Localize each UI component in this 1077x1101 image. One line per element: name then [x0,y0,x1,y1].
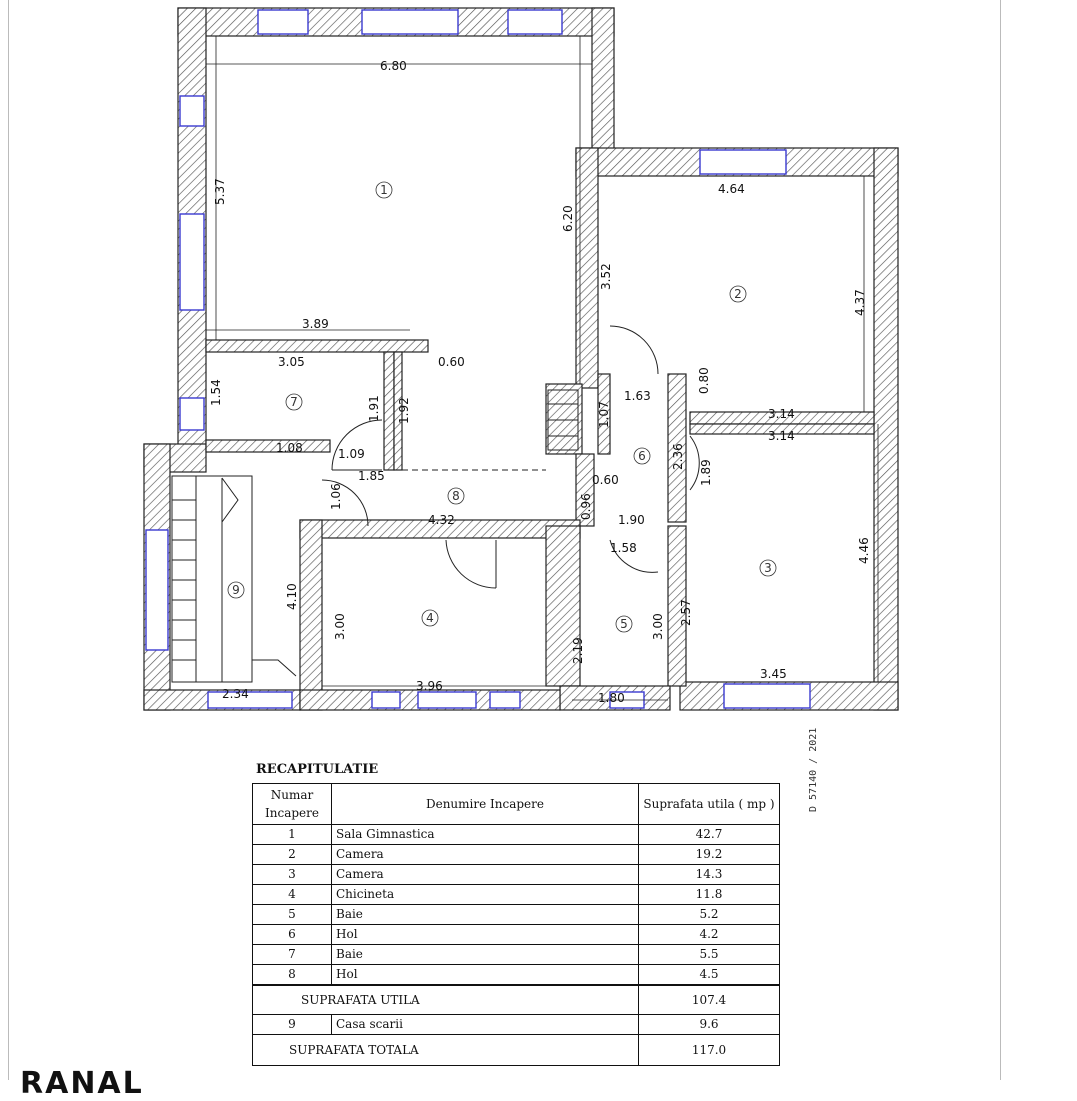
cell-area: 4.2 [639,925,780,945]
header-num: Numar Incapere [253,784,332,825]
windows [146,10,810,708]
dim-label: 3.14 [768,429,795,443]
cell-num: 4 [253,885,332,905]
dim-label: 1.91 [367,395,381,422]
cell-name: Camera [332,865,639,885]
dim-label: 3.45 [760,667,787,681]
cell-num: 9 [253,1015,332,1035]
dim-label: 1.58 [610,541,637,555]
dim-label: 1.89 [699,459,713,486]
cell-num: 7 [253,945,332,965]
walls [144,8,898,710]
cell-area: 5.5 [639,945,780,965]
dim-label: 3.14 [768,407,795,421]
cell-name: Baie [332,945,639,965]
room-number: 1 [380,183,388,197]
cell-name: Baie [332,905,639,925]
useful-area-label: SUPRAFATA UTILA [253,985,639,1015]
dim-label: 6.20 [561,205,575,232]
room-number: 3 [764,561,772,575]
useful-area-row [253,985,780,1015]
cell-num: 5 [253,905,332,925]
table-header-row [253,784,780,825]
table-row [253,865,780,885]
room-number: 7 [290,395,298,409]
cell-name: Hol [332,965,639,986]
recap-title: RECAPITULATIE [256,762,379,777]
dim-label: 0.60 [592,473,619,487]
recap-table [252,783,780,1066]
dim-label: 4.64 [718,182,745,196]
dim-label: 0.60 [438,355,465,369]
table-row [253,905,780,925]
total-area-value: 117.0 [639,1035,780,1066]
cell-area: 9.6 [639,1015,780,1035]
table-row [253,965,780,986]
cell-num: 6 [253,925,332,945]
dim-label: 6.80 [380,59,407,73]
cell-num: 8 [253,965,332,986]
room-number: 8 [452,489,460,503]
cell-num: 2 [253,845,332,865]
useful-area-value: 107.4 [639,985,780,1015]
cell-name: Hol [332,925,639,945]
header-name: Denumire Incapere [332,784,639,825]
cell-name: Chicineta [332,885,639,905]
dim-label: 1.09 [338,447,365,461]
total-area-label: SUPRAFATA TOTALA [253,1035,639,1066]
header-area: Suprafata utila ( mp ) [639,784,780,825]
cell-area: 11.8 [639,885,780,905]
table-row [253,1015,780,1035]
room-number: 9 [232,583,240,597]
cell-name: Camera [332,845,639,865]
dim-label: 1.63 [624,389,651,403]
dim-label: 3.96 [416,679,443,693]
dim-label: 4.46 [857,537,871,564]
dim-label: 2.19 [571,637,585,664]
dim-label: 0.96 [579,493,593,520]
dim-label: 1.08 [276,441,303,455]
table-row [253,845,780,865]
dim-label: 2.34 [222,687,249,701]
cell-name: Sala Gimnastica [332,825,639,845]
table-row [253,945,780,965]
room-number: 5 [620,617,628,631]
cell-name: Casa scarii [332,1015,639,1035]
dim-label: 4.10 [285,583,299,610]
dim-label: 3.00 [651,613,665,640]
dim-label: 1.92 [397,397,411,424]
room-number: 6 [638,449,646,463]
drawing-stamp: D 57140 / 2021 [808,727,819,812]
dim-label: 1.90 [618,513,645,527]
dim-label: 2.36 [671,443,685,470]
table-row [253,925,780,945]
cell-num: 3 [253,865,332,885]
cell-area: 14.3 [639,865,780,885]
brand-logo-text: RANAL [20,1066,144,1101]
cell-area: 4.5 [639,965,780,986]
table-row [253,885,780,905]
dim-label: 3.05 [278,355,305,369]
dim-label: 0.80 [697,367,711,394]
dim-label: 3.52 [599,263,613,290]
dim-label: 1.54 [209,379,223,406]
table-row [253,825,780,845]
dim-label: 4.37 [853,289,867,316]
dim-label: 3.00 [333,613,347,640]
cell-area: 19.2 [639,845,780,865]
dim-label: 3.89 [302,317,329,331]
room-number: 2 [734,287,742,301]
dim-label: 1.06 [329,483,343,510]
dim-label: 1.07 [597,401,611,428]
cell-num: 1 [253,825,332,845]
dim-label: 2.57 [679,599,693,626]
cell-area: 42.7 [639,825,780,845]
cell-area: 5.2 [639,905,780,925]
dim-label: 1.80 [598,691,625,705]
room-number: 4 [426,611,434,625]
dim-label: 5.37 [213,178,227,205]
total-area-row [253,1035,780,1066]
dim-label: 1.85 [358,469,385,483]
dim-label: 4.32 [428,513,455,527]
